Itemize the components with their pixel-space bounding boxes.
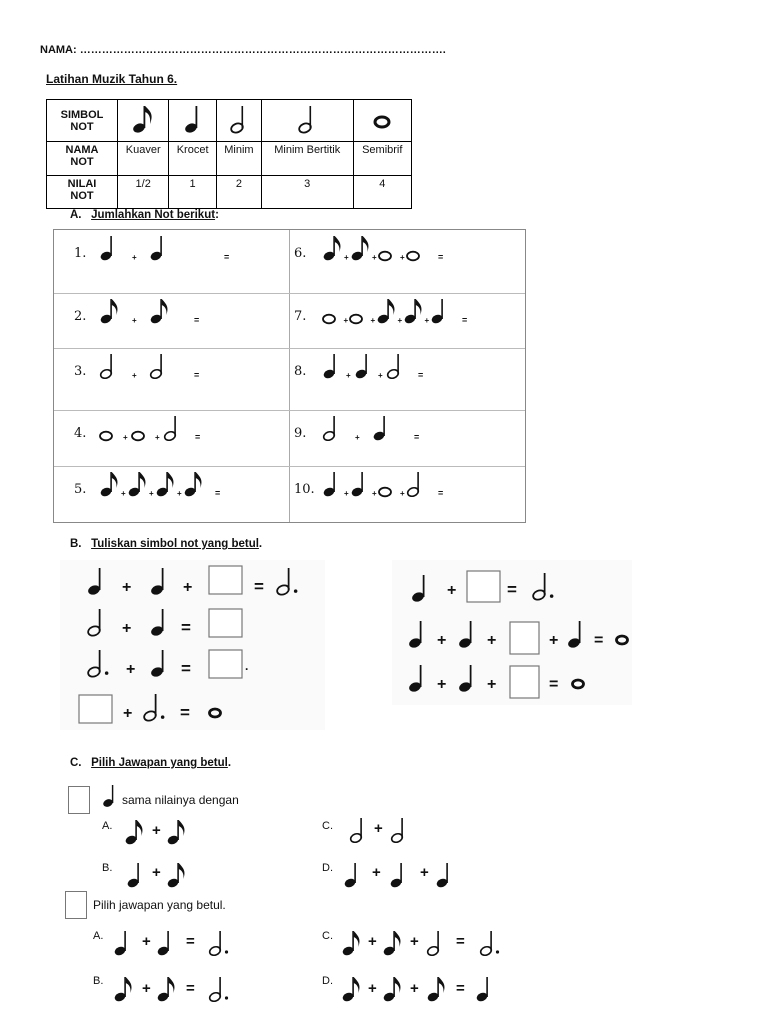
- crotchet-icon: [150, 650, 165, 678]
- symbol: +: [372, 864, 381, 881]
- quaver-icon: [403, 299, 421, 325]
- crotchet-icon: [389, 863, 402, 889]
- item-number: 7.: [294, 309, 307, 324]
- plus-sign: +: [372, 489, 377, 498]
- value-cell: 2: [216, 176, 261, 209]
- name-cell: Kuaver: [118, 142, 169, 176]
- quaver-icon: [124, 820, 142, 846]
- name-line[interactable]: NAMA: ……………………………………………………………………………………….: [40, 44, 446, 56]
- symbol: +: [142, 933, 151, 950]
- dottedminim-icon: [276, 568, 298, 596]
- symbol: +: [122, 579, 132, 596]
- section-a-item: [74, 415, 299, 463]
- plus-sign: +: [344, 253, 349, 262]
- symbol: +: [183, 579, 193, 596]
- symbol: +: [410, 933, 419, 950]
- symbol: +: [487, 632, 497, 649]
- section-a-grid: [53, 229, 526, 523]
- q2-option-b-label: B.: [93, 975, 104, 987]
- q2-option-c-label: C.: [322, 930, 333, 942]
- crotchet-icon: [458, 665, 473, 693]
- quaver-icon: [350, 236, 368, 262]
- answer-box[interactable]: [209, 650, 242, 678]
- semibreve-icon: [573, 680, 584, 688]
- q2-option-d-label: D.: [322, 975, 333, 987]
- minim-icon: [322, 416, 335, 442]
- crotchet-icon: [102, 785, 114, 808]
- plus-sign: +: [344, 489, 349, 498]
- symbol: =: [507, 580, 517, 599]
- q2-option-a-label: A.: [93, 930, 104, 942]
- quaver-icon: [113, 977, 131, 1003]
- quaver-icon: [155, 472, 173, 498]
- plus-sign: +: [123, 433, 128, 442]
- quaver-icon: [376, 299, 394, 325]
- header-cell-nama: NAMA NOT: [47, 142, 118, 176]
- equals-sign: =: [462, 315, 468, 325]
- crotchet-icon: [322, 354, 335, 380]
- crotchet-icon: [99, 236, 112, 262]
- header-cell-simbol: SIMBOL NOT: [47, 100, 118, 142]
- section-a-item: [74, 298, 299, 345]
- quaver-icon: [341, 931, 359, 957]
- symbol: +: [487, 676, 497, 693]
- answer-box[interactable]: [510, 666, 539, 698]
- value-cell: 4: [353, 176, 411, 209]
- note-reference-table: [46, 99, 412, 209]
- equals-sign: =: [224, 252, 230, 262]
- worksheet-title: Latihan Muzik Tahun 6.: [46, 72, 178, 86]
- symbol: +: [152, 864, 161, 881]
- section-a-item: [74, 235, 299, 290]
- symbol: +: [368, 933, 377, 950]
- name-cell: Minim Bertitik: [261, 142, 353, 176]
- name-cell: Krocet: [169, 142, 216, 176]
- section-a-item: [294, 298, 519, 345]
- symbol: +: [410, 980, 419, 997]
- answer-box[interactable]: [209, 609, 242, 637]
- section-a-item: [74, 353, 299, 407]
- semibreve-icon: [132, 432, 144, 441]
- crotchet-icon: [475, 977, 488, 1003]
- crotchet-icon: [149, 236, 162, 262]
- crotchet-icon: [156, 931, 169, 957]
- dottedminim-icon: [87, 650, 109, 678]
- crotchet-icon: [354, 354, 367, 380]
- quaver-icon: [382, 977, 400, 1003]
- quaver-icon: [99, 472, 117, 498]
- quaver-icon: [127, 472, 145, 498]
- equals-sign: =: [215, 488, 221, 498]
- symbol: +: [374, 820, 383, 837]
- crotchet-icon: [322, 472, 335, 498]
- plus-sign: +: [177, 489, 182, 498]
- equals-sign: =: [194, 370, 200, 380]
- equals-sign: =: [438, 488, 444, 498]
- symbol: +: [142, 980, 151, 997]
- crotchet-icon: [430, 299, 443, 325]
- crotchet-icon: [87, 568, 102, 596]
- crotchet-icon: [458, 621, 473, 649]
- minim-icon: [406, 472, 419, 498]
- semibreve-icon: [617, 636, 628, 644]
- question-2-text: Pilih jawapan yang betul.: [93, 898, 226, 912]
- equals-sign: =: [438, 252, 444, 262]
- q1-option-b-label: B.: [102, 862, 113, 874]
- symbol: =: [549, 676, 559, 693]
- quaver-icon: [99, 299, 117, 325]
- semibreve-icon: [407, 252, 419, 261]
- crotchet-icon: [150, 568, 165, 596]
- minim-icon: [349, 818, 362, 844]
- symbol: =: [186, 980, 195, 997]
- name-cell: Minim: [216, 142, 261, 176]
- dottedminim-icon: [208, 977, 228, 1003]
- name-cell: Semibrif: [353, 142, 411, 176]
- plus-sign: +: [343, 316, 349, 325]
- plus-sign: +: [132, 316, 137, 325]
- item-number: 6.: [294, 246, 307, 261]
- plus-sign: +: [149, 489, 154, 498]
- answer-box[interactable]: [79, 695, 112, 723]
- minim-icon: [87, 609, 102, 637]
- plus-sign: +: [132, 253, 137, 262]
- quaver-icon: [322, 236, 340, 262]
- item-number: 5.: [74, 482, 87, 497]
- plus-sign: +: [346, 371, 351, 380]
- quaver-icon: [183, 472, 201, 498]
- section-a-item: [294, 471, 519, 519]
- symbol: +: [447, 582, 457, 599]
- header-cell-nilai: NILAI NOT: [47, 176, 118, 209]
- crotchet-icon: [435, 863, 448, 889]
- section-a-item: [294, 415, 519, 463]
- symbol: +: [152, 822, 161, 839]
- minim-icon: [386, 354, 399, 380]
- semibreve-icon: [100, 432, 112, 441]
- crotchet-icon: [408, 665, 423, 693]
- answer-box[interactable]: [510, 622, 539, 654]
- plus-sign: +: [121, 489, 126, 498]
- equals-sign: =: [418, 370, 424, 380]
- answer-box[interactable]: [209, 566, 242, 594]
- semibreve-icon: [210, 709, 221, 717]
- section-a-item: [294, 353, 519, 407]
- quaver-icon: [166, 863, 184, 889]
- question-1-text: sama nilainya dengan: [122, 793, 239, 807]
- symbol: +: [126, 661, 136, 678]
- crotchet-icon: [408, 621, 423, 649]
- section-a-heading: A. Jumlahkan Not berikut:: [70, 209, 219, 221]
- dottedminim-icon: [143, 694, 165, 722]
- value-cell: 1: [169, 176, 216, 209]
- section-b-heading: B. Tuliskan simbol not yang betul.: [70, 538, 263, 550]
- crotchet-icon: [126, 863, 139, 889]
- dottedminim-icon: [208, 931, 228, 957]
- symbol: =: [181, 618, 191, 637]
- crotchet-icon: [350, 472, 363, 498]
- minim-symbol-icon: [216, 100, 261, 142]
- plus-sign: +: [397, 316, 403, 325]
- symbol: =: [180, 703, 190, 722]
- item-number: 2.: [74, 309, 87, 324]
- quaver-icon: [149, 299, 167, 325]
- plus-sign: +: [372, 253, 377, 262]
- plus-sign: +: [132, 371, 137, 380]
- symbol: +: [368, 980, 377, 997]
- answer-box[interactable]: [467, 571, 500, 602]
- symbol: =: [181, 659, 191, 678]
- crotchet-icon: [343, 863, 356, 889]
- crotchet-icon: [567, 621, 582, 649]
- quaver-symbol-icon: [118, 100, 169, 142]
- equals-sign: =: [195, 432, 201, 442]
- dotted-minim-symbol-icon: [261, 100, 353, 142]
- minim-icon: [390, 818, 403, 844]
- minim-icon: [149, 354, 162, 380]
- dottedminim-icon: [479, 931, 499, 957]
- symbol: +: [549, 632, 559, 649]
- symbol: +: [122, 620, 132, 637]
- quaver-icon: [426, 977, 444, 1003]
- plus-sign: +: [355, 433, 360, 442]
- value-cell: 1/2: [118, 176, 169, 209]
- section-b-equations: [0, 555, 768, 740]
- section-a-item: [294, 235, 519, 290]
- minim-icon: [99, 354, 112, 380]
- quaver-icon: [156, 977, 174, 1003]
- symbol: =: [254, 577, 264, 596]
- item-number: 10.: [294, 482, 315, 497]
- item-number: 3.: [74, 364, 87, 379]
- minim-icon: [163, 416, 176, 442]
- symbol: =: [456, 933, 465, 950]
- quaver-icon: [341, 977, 359, 1003]
- equals-sign: =: [414, 432, 420, 442]
- quaver-icon: [382, 931, 400, 957]
- item-number: 4.: [74, 426, 87, 441]
- equals-sign: =: [194, 315, 200, 325]
- q1-option-a-label: A.: [102, 820, 113, 832]
- symbol: +: [123, 705, 133, 722]
- plus-sign: +: [378, 371, 383, 380]
- value-cell: 3: [261, 176, 353, 209]
- plus-sign: +: [155, 433, 160, 442]
- crotchet-symbol-icon: [169, 100, 216, 142]
- semibreve-symbol-icon: [353, 100, 411, 142]
- item-number: 8.: [294, 364, 307, 379]
- semibreve-icon: [350, 315, 362, 324]
- symbol: =: [456, 980, 465, 997]
- crotchet-icon: [372, 416, 385, 442]
- crotchet-icon: [150, 609, 165, 637]
- section-c-notes: [0, 780, 768, 1020]
- section-c-heading: C. Pilih Jawapan yang betul.: [70, 757, 232, 769]
- section-a-item: [74, 471, 299, 519]
- symbol: +: [437, 676, 447, 693]
- dottedminim-icon: [532, 573, 554, 601]
- symbol: =: [186, 933, 195, 950]
- symbol: +: [437, 632, 447, 649]
- symbol: =: [594, 632, 604, 649]
- semibreve-icon: [379, 252, 391, 261]
- plus-sign: +: [400, 253, 405, 262]
- item-number: 9.: [294, 426, 307, 441]
- q1-option-c-label: C.: [322, 820, 333, 832]
- plus-sign: +: [424, 316, 430, 325]
- q1-option-d-label: D.: [322, 862, 333, 874]
- plus-sign: +: [370, 316, 376, 325]
- minim-icon: [426, 931, 439, 957]
- crotchet-icon: [411, 575, 426, 603]
- symbol: +: [420, 864, 429, 881]
- quaver-icon: [166, 820, 184, 846]
- semibreve-icon: [323, 315, 335, 324]
- semibreve-icon: [379, 488, 391, 497]
- item-number: 1.: [74, 246, 87, 261]
- symbol: .: [245, 659, 249, 673]
- crotchet-icon: [113, 931, 126, 957]
- plus-sign: +: [400, 489, 405, 498]
